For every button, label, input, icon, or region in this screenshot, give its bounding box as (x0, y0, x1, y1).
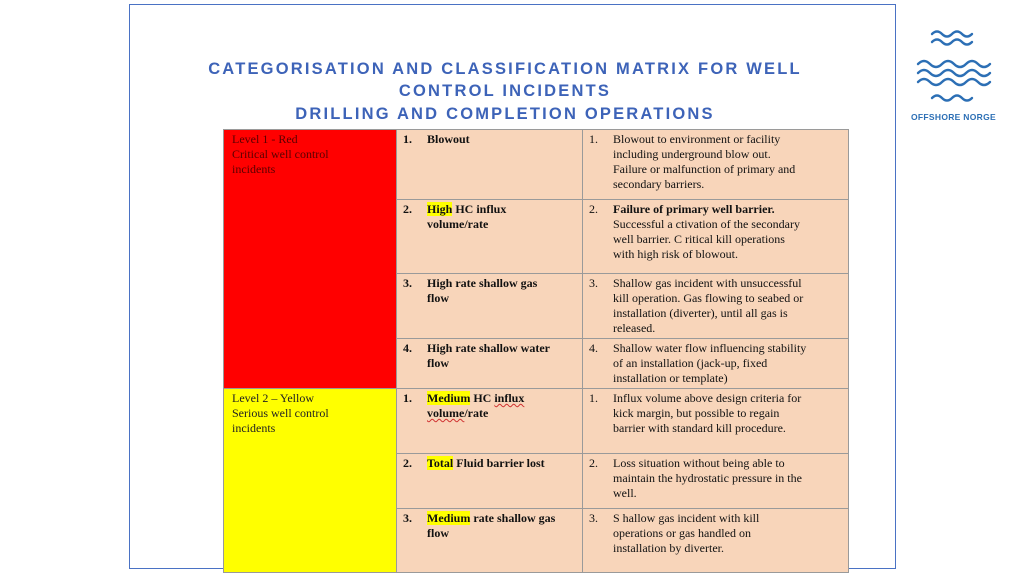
description-line: barrier with standard kill procedure. (613, 421, 786, 435)
category-number: 2. (403, 456, 412, 470)
level-1-description: Critical well control (232, 147, 329, 161)
description-line: S hallow gas incident with kill (613, 511, 760, 525)
description-number: 1. (589, 391, 598, 405)
description-line: installation or template) (613, 371, 728, 385)
table-row (224, 130, 849, 200)
description-cell (583, 454, 849, 509)
description-line: Failure or malfunction of primary and (613, 162, 796, 176)
description-line: kick margin, but possible to regain (613, 406, 780, 420)
description-line: maintain the hydrostatic pressure in the (613, 471, 802, 485)
description-line: installation by diverter. (613, 541, 724, 555)
category-highlight: Medium (427, 511, 471, 525)
category-cell (397, 454, 583, 509)
description-line: operations or gas handled on (613, 526, 751, 540)
description-number: 2. (589, 202, 598, 216)
category-label: influx (494, 391, 525, 405)
category-cell (397, 509, 583, 573)
description-line: Successful a ctivation of the secondary (613, 217, 800, 231)
category-label: volume (427, 406, 465, 420)
description-line: Blowout to environment or facility (613, 132, 781, 146)
category-number: 1. (403, 132, 412, 146)
description-line: of an installation (jack-up, fixed (613, 356, 768, 370)
description-number: 1. (589, 132, 598, 146)
description-heading: Failure of primary well barrier. (613, 202, 775, 216)
description-cell (583, 200, 849, 274)
category-label: High rate shallow water (427, 341, 550, 355)
category-cell (397, 130, 583, 200)
category-label: Fluid barrier lost (453, 456, 545, 470)
level-1-label: Level 1 - Red (232, 132, 298, 146)
description-line: released. (613, 321, 656, 335)
category-highlight: High (427, 202, 453, 216)
description-cell (583, 274, 849, 339)
category-highlight: Total (427, 456, 454, 470)
description-line: Loss situation without being able to (613, 456, 785, 470)
description-cell (583, 509, 849, 573)
level-1-description: incidents (232, 162, 276, 176)
description-line: Shallow gas incident with unsuccessful (613, 276, 802, 290)
category-cell (397, 274, 583, 339)
level-2-description: Serious well control (232, 406, 329, 420)
description-line: kill operation. Gas flowing to seabed or (613, 291, 804, 305)
category-number: 2. (403, 202, 412, 216)
category-number: 3. (403, 276, 412, 290)
level-2-description: incidents (232, 421, 276, 435)
logo-text: OFFSHORE NORGE (911, 112, 996, 122)
category-number: 3. (403, 511, 412, 525)
waves-icon (910, 26, 1000, 126)
category-number: 4. (403, 341, 412, 355)
category-cell (397, 389, 583, 454)
category-label: flow (427, 291, 449, 305)
category-label: High rate shallow gas (427, 276, 538, 290)
category-highlight: Medium (427, 391, 471, 405)
category-label: volume/rate (427, 217, 489, 231)
category-label: flow (427, 526, 449, 540)
description-number: 4. (589, 341, 598, 355)
description-cell (583, 389, 849, 454)
description-line: secondary barriers. (613, 177, 705, 191)
category-label: HC influx (452, 202, 507, 216)
description-line: installation (diverter), until all gas is (613, 306, 788, 320)
category-cell (397, 339, 583, 389)
level-2-cell (224, 389, 397, 573)
category-label: rate shallow gas (470, 511, 556, 525)
description-cell (583, 130, 849, 200)
description-line: with high risk of blowout. (613, 247, 738, 261)
description-number: 3. (589, 511, 598, 525)
page-title-line-1: CATEGORISATION AND CLASSIFICATION MATRIX FOR WELL (208, 60, 802, 78)
table-row (224, 389, 849, 454)
description-line: well barrier. C ritical kill operations (613, 232, 785, 246)
description-number: 3. (589, 276, 598, 290)
category-label: HC (470, 391, 495, 405)
category-label: Blowout (427, 132, 470, 146)
level-1-cell (224, 130, 397, 389)
description-line: including underground blow out. (613, 147, 771, 161)
page-subtitle: DRILLING AND COMPLETION OPERATIONS (295, 105, 715, 123)
description-cell (583, 339, 849, 389)
category-cell (397, 200, 583, 274)
description-line: Influx volume above design criteria for (613, 391, 802, 405)
level-2-label: Level 2 – Yellow (232, 391, 314, 405)
page-title-line-2: CONTROL INCIDENTS (398, 82, 612, 100)
category-label: flow (427, 356, 449, 370)
category-label: /rate (464, 406, 489, 420)
description-number: 2. (589, 456, 598, 470)
category-number: 1. (403, 391, 412, 405)
description-line: well. (613, 486, 637, 500)
description-line: Shallow water flow influencing stability (613, 341, 807, 355)
classification-matrix (223, 129, 849, 573)
